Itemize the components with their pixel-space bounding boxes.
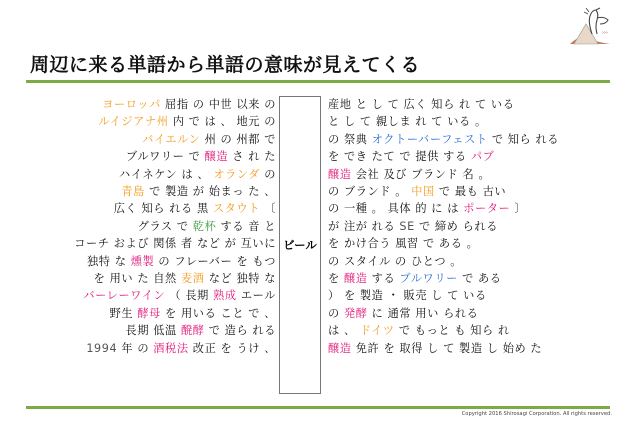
highlighted-term: スタウト xyxy=(212,202,261,216)
context-text: 独特 な xyxy=(87,254,131,268)
left-context-line xyxy=(74,96,276,113)
highlighted-term: SE xyxy=(399,219,415,233)
keyword-box xyxy=(279,96,321,394)
footer-rule xyxy=(26,406,610,409)
context-text: の ブランド 。 xyxy=(328,185,412,199)
context-text: 会社 及び ブランド 名 。 xyxy=(351,167,491,181)
right-context-line xyxy=(328,322,559,339)
highlighted-term: 乾杯 xyxy=(192,219,217,233)
context-text: 長期 低温 xyxy=(125,324,181,338)
context-text: を 用い た 自然 xyxy=(93,272,181,286)
left-context-line xyxy=(74,235,276,252)
right-context-line xyxy=(328,270,559,287)
context-text: で 最も 古い xyxy=(434,185,507,199)
highlighted-term: バーレーワイン xyxy=(83,289,166,303)
highlighted-term: 青島 xyxy=(121,185,145,199)
left-context-line xyxy=(74,131,276,148)
left-context-line xyxy=(74,253,276,270)
context-text: 〔 xyxy=(260,202,276,216)
svg-text:›››: ››› xyxy=(602,30,608,36)
context-text: 州 の 州都 で xyxy=(200,132,276,146)
left-context-line xyxy=(74,200,276,217)
left-context-line xyxy=(74,166,276,183)
context-text: で 知ら れる xyxy=(487,132,560,146)
heron-logo-icon xyxy=(566,4,616,48)
highlighted-term: ドイツ xyxy=(359,324,395,338)
left-context-line xyxy=(74,305,276,322)
highlighted-term: ルイジアナ州 xyxy=(98,115,169,129)
context-text: の スタイル の ひとつ 。 xyxy=(328,254,463,268)
context-text: 広く 知ら れる 黒 xyxy=(113,202,213,216)
context-text: エール xyxy=(236,289,276,303)
highlighted-term: ヨーロッパ xyxy=(102,98,161,111)
left-context-line xyxy=(74,340,276,357)
left-context-column xyxy=(74,96,276,357)
highlighted-term: 1994 xyxy=(86,341,118,355)
right-context-line xyxy=(328,305,559,322)
right-context-line xyxy=(328,131,559,148)
context-text: 産地 と し て 広く 知ら れ て いる xyxy=(328,98,515,111)
left-context-line xyxy=(74,270,276,287)
context-text: ブルワリー で xyxy=(125,150,205,164)
context-text: など 独特 な xyxy=(204,272,276,286)
highlighted-term: オランダ xyxy=(213,167,261,181)
left-context-line xyxy=(74,148,276,165)
highlighted-term: 醸造 xyxy=(328,167,352,181)
left-context-line xyxy=(74,322,276,339)
context-text: の 一種 。 具体 的 に は xyxy=(328,202,464,216)
right-context-line xyxy=(328,235,559,252)
right-context-line xyxy=(328,253,559,270)
right-context-line xyxy=(328,183,559,200)
context-text: する 音 と xyxy=(216,219,276,233)
title-underline xyxy=(26,80,610,83)
left-context-line xyxy=(74,287,276,304)
context-text: と し て 親しま れ て いる 。 xyxy=(328,115,487,129)
right-context-line xyxy=(328,113,559,130)
context-text: 免許 を 取得 し て 製造 し 始め た xyxy=(351,341,543,355)
context-text: を かけ合う 風習 で ある 。 xyxy=(328,237,479,251)
highlighted-term: バイエルン xyxy=(142,132,201,146)
context-text: の xyxy=(260,167,276,181)
keyword-label: ビール xyxy=(283,238,317,252)
context-text: 〕 xyxy=(510,202,527,216)
right-context-line xyxy=(328,166,559,183)
context-text: を でき たて で 提供 する xyxy=(328,150,471,164)
right-context-line xyxy=(328,96,559,113)
context-text: 改正 を うけ 、 xyxy=(188,341,276,355)
context-text: の 祭典 xyxy=(328,132,372,146)
context-text: 内 で は 、 地元 の xyxy=(168,115,276,129)
context-text: で ある xyxy=(457,272,502,286)
highlighted-term: 中国 xyxy=(411,185,435,199)
right-context-line xyxy=(328,340,559,357)
right-context-line xyxy=(328,287,559,304)
context-text: の フレーバー を もつ xyxy=(154,254,276,268)
left-context-line xyxy=(74,113,276,130)
highlighted-term: 醸造 xyxy=(204,150,229,164)
context-text: を 用いる こと で 、 xyxy=(160,306,276,320)
context-text: 年 の xyxy=(117,341,154,355)
context-text: 野生 xyxy=(109,306,138,320)
context-text: コーチ および 関係 者 など が 互いに xyxy=(74,237,276,251)
context-text: （ 長期 xyxy=(165,289,214,303)
context-text: で もっと も 知ら れ xyxy=(394,324,510,338)
right-context-line xyxy=(328,218,559,235)
right-context-line xyxy=(328,200,559,217)
highlighted-term: 燻製 xyxy=(130,254,155,268)
right-context-line xyxy=(328,148,559,165)
highlighted-term: ブルワリー xyxy=(399,272,458,286)
context-text: する xyxy=(367,272,400,286)
copyright-notice: Copyright 2016 Shirosagi Corporation. All rights reserved. xyxy=(461,411,612,417)
context-text: を xyxy=(328,272,344,286)
context-text: が 注が れる xyxy=(328,219,400,233)
context-text: ） を 製造 ・ 販売 し て いる xyxy=(328,289,487,303)
highlighted-term: 発酵 xyxy=(343,306,368,320)
context-text: 屈指 の 中世 以来 の xyxy=(160,98,276,111)
highlighted-term: 醸造 xyxy=(328,341,352,355)
context-text: は 、 xyxy=(328,324,360,338)
context-text: の xyxy=(328,306,344,320)
highlighted-term: 熟成 xyxy=(213,289,237,303)
highlighted-term: 酒税法 xyxy=(153,341,189,355)
context-text: さ れ た xyxy=(228,150,276,164)
context-text: ハイネケン は 、 xyxy=(119,167,214,181)
context-text: で 製造 が 始まっ た 、 xyxy=(144,185,276,199)
highlighted-term: 酵母 xyxy=(137,306,161,320)
context-text: で 造ら れる xyxy=(204,324,276,338)
context-text: で 締め られる xyxy=(414,219,498,233)
left-context-line xyxy=(74,218,276,235)
highlighted-term: ポーター xyxy=(463,202,511,216)
highlighted-term: パブ xyxy=(470,150,495,164)
page-title: 周辺に来る単語から単語の意味が見えてくる xyxy=(30,54,421,76)
context-text: グラス で xyxy=(137,219,193,233)
context-text: に 通常 用い られる xyxy=(367,306,479,320)
right-context-column xyxy=(328,96,559,357)
highlighted-term: オクトーバーフェスト xyxy=(371,132,488,146)
highlighted-term: 醸造 xyxy=(343,272,368,286)
left-context-line xyxy=(74,183,276,200)
highlighted-term: 麦酒 xyxy=(181,272,205,286)
highlighted-term: 醗酵 xyxy=(181,324,205,338)
